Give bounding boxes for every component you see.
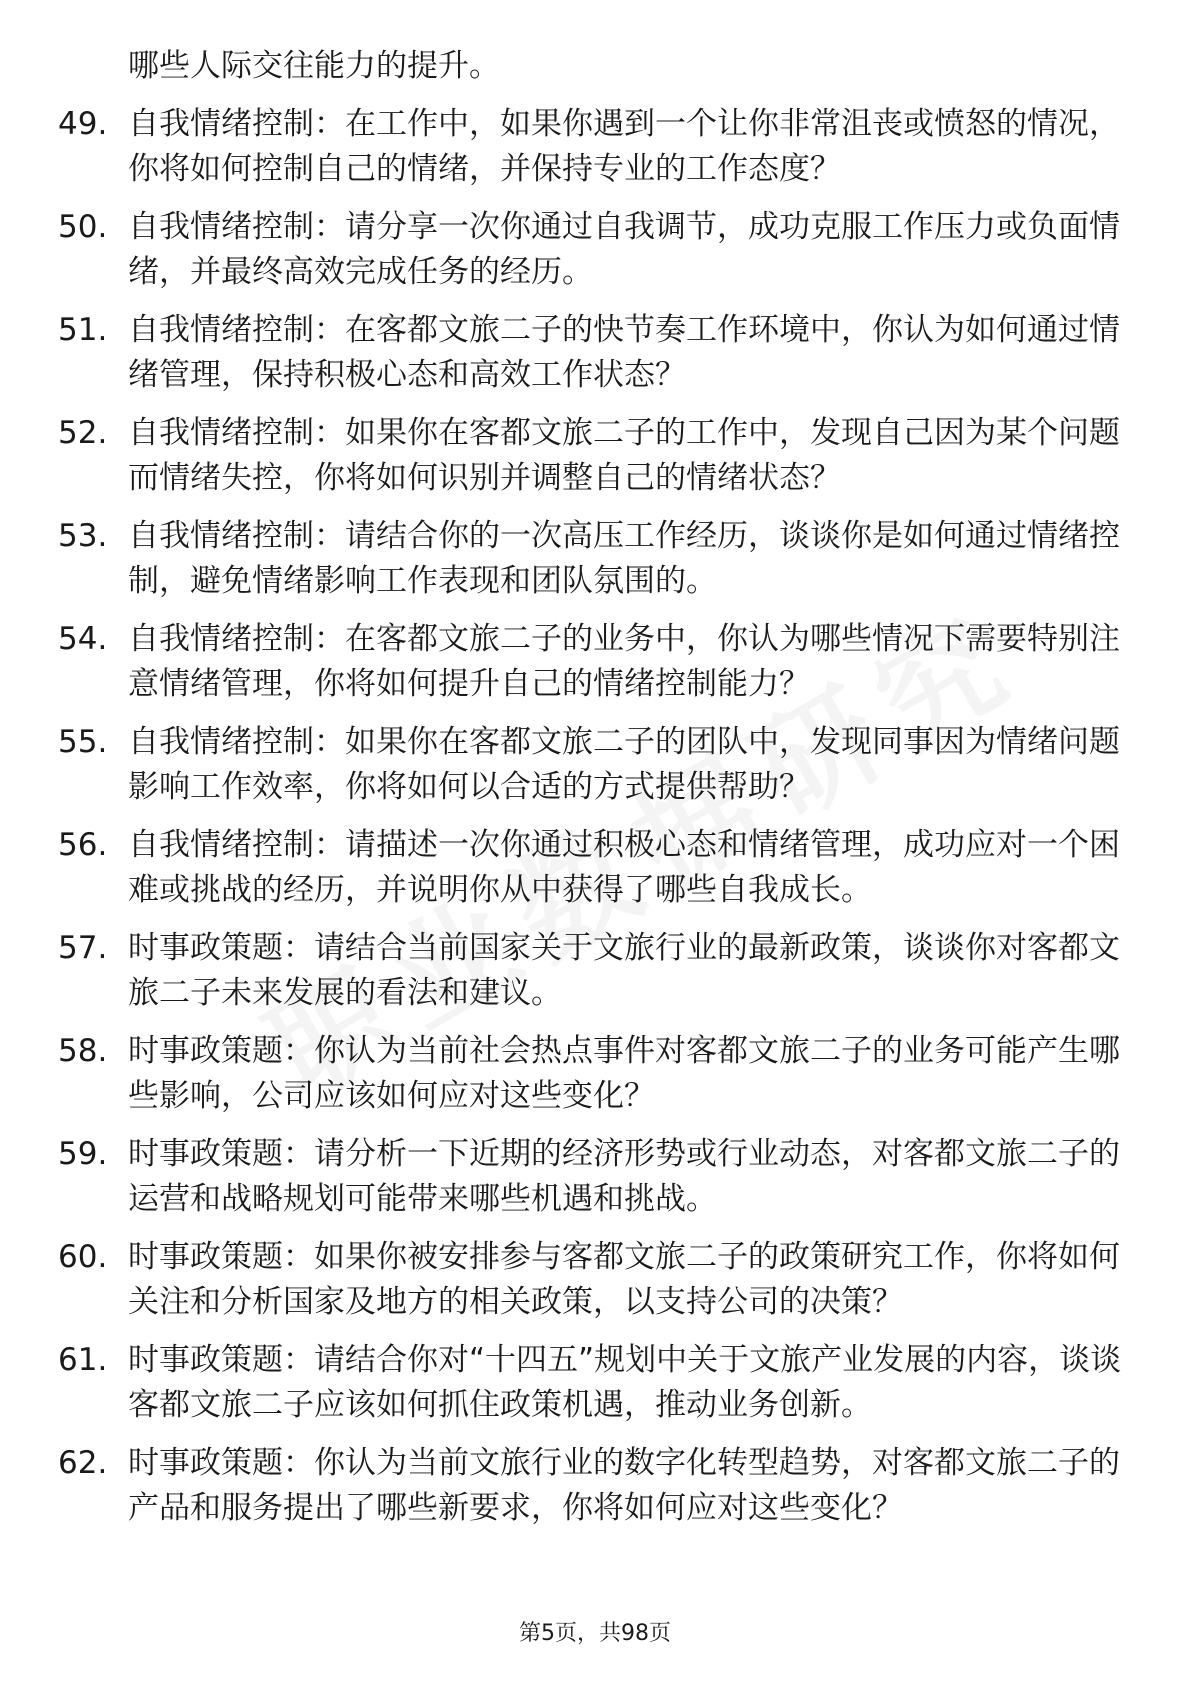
list-item [58,411,1133,501]
list-item [58,720,1133,810]
item-text: 时事政策题：请分析一下近期的经济形势或行业动态，对客都文旅二子的运营和战略规划可能带来哪些机遇和挑战。 [128,1136,1120,1217]
item-text: 时事政策题：请结合你对“十四五”规划中关于文旅产业发展的内容，谈谈客都文旅二子应该如何抓住政策机遇，推动业务创新。 [128,1342,1122,1423]
item-number: 58. [58,1033,108,1069]
list-item [58,1441,1133,1531]
item-number: 50. [58,209,108,245]
item-text: 自我情绪控制：如果你在客都文旅二子的团队中，发现同事因为情绪问题影响工作效率，你将如何以合适的方式提供帮助？ [128,724,1120,805]
list-item [58,1132,1133,1222]
list-item [58,514,1133,604]
list-item [58,1029,1133,1119]
item-number: 49. [58,106,108,142]
item-text: 自我情绪控制：如果你在客都文旅二子的工作中，发现自己因为某个问题而情绪失控，你将如何识别并调整自己的情绪状态？ [128,415,1120,496]
item-text: 时事政策题：你认为当前社会热点事件对客都文旅二子的业务可能产生哪些影响，公司应该如何应对这些变化？ [128,1033,1120,1114]
item-text: 自我情绪控制：在客都文旅二子的快节奏工作环境中，你认为如何通过情绪管理，保持积极心态和高效工作状态？ [128,312,1120,393]
list-item [58,926,1133,1016]
item-text: 时事政策题：如果你被安排参与客都文旅二子的政策研究工作，你将如何关注和分析国家及地方的相关政策，以支持公司的决策？ [128,1239,1120,1320]
item-number: 59. [58,1136,108,1172]
item-number: 56. [58,827,108,863]
item-number: 62. [58,1445,108,1481]
item-number: 61. [58,1342,108,1378]
list-item [58,823,1133,913]
list-item [58,205,1133,295]
item-text: 自我情绪控制：在工作中，如果你遇到一个让你非常沮丧或愤怒的情况，你将如何控制自己的情绪，并保持专业的工作态度？ [128,106,1120,187]
item-number: 52. [58,415,108,451]
page-number: 第5页，共98页 [519,1621,671,1646]
list-item [58,1235,1133,1325]
list-item [58,1338,1133,1428]
item-text: 时事政策题：你认为当前文旅行业的数字化转型趋势，对客都文旅二子的产品和服务提出了哪些新要求，你将如何应对这些变化？ [128,1445,1120,1526]
document-body [58,44,1133,1544]
item-text: 自我情绪控制：请描述一次你通过积极心态和情绪管理，成功应对一个困难或挑战的经历，并说明你从中获得了哪些自我成长。 [128,827,1120,908]
list-item [58,617,1133,707]
list-item [58,102,1133,192]
item-number: 54. [58,621,108,657]
continued-text: 哪些人际交往能力的提升。 [128,48,500,84]
item-number: 51. [58,312,108,348]
item-text: 自我情绪控制：在客都文旅二子的业务中，你认为哪些情况下需要特别注意情绪管理，你将如何提升自己的情绪控制能力？ [128,621,1120,702]
item-text: 自我情绪控制：请结合你的一次高压工作经历，谈谈你是如何通过情绪控制，避免情绪影响工作表现和团队氛围的。 [128,518,1120,599]
list-item [58,308,1133,398]
item-number: 57. [58,930,108,966]
item-number: 55. [58,724,108,760]
item-text: 自我情绪控制：请分享一次你通过自我调节，成功克服工作压力或负面情绪，并最终高效完成任务的经历。 [128,209,1120,290]
item-number: 60. [58,1239,108,1275]
item-text: 时事政策题：请结合当前国家关于文旅行业的最新政策，谈谈你对客都文旅二子未来发展的看法和建议。 [128,930,1120,1011]
item-number: 53. [58,518,108,554]
